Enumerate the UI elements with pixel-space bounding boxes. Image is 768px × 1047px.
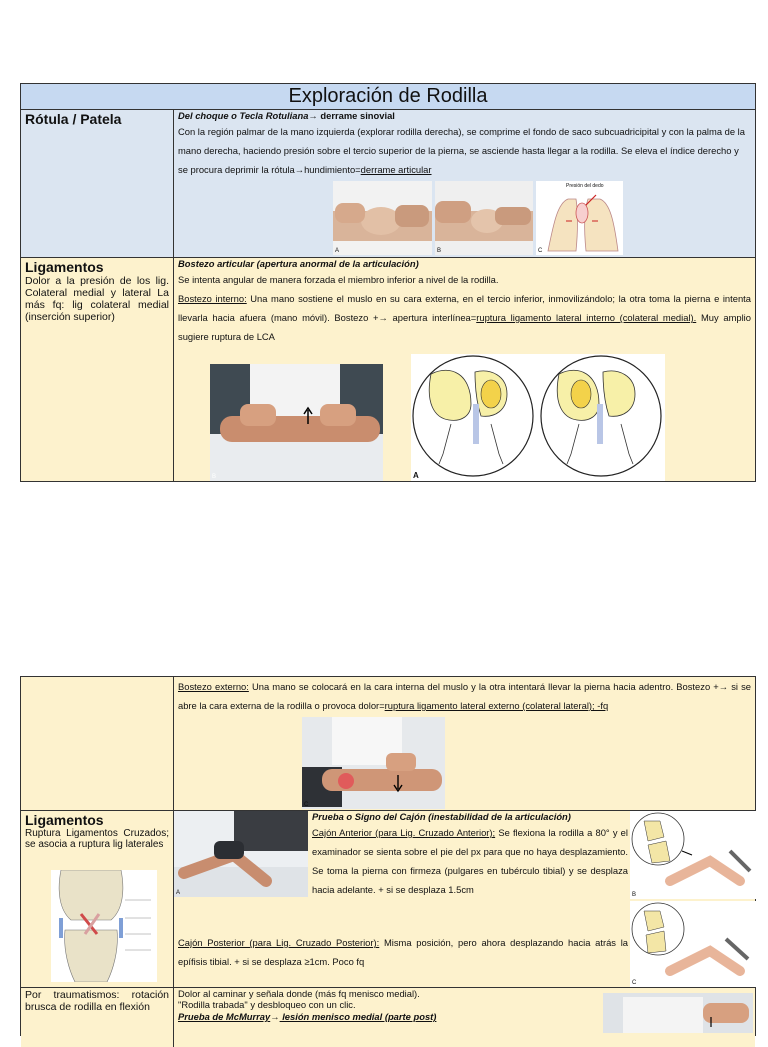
meniscos-label-cell (21, 987, 174, 1047)
patella-diagram-caption: Presión del dedo (566, 183, 604, 189)
cajon-text-block (312, 811, 628, 899)
ligamentos-note: Dolor a la presión de los lig. Colateral medial y lateral La más fq: lig colateral medial (inserción superior) (25, 275, 169, 323)
ligamentos-cruzados-label: Ligamentos (25, 812, 104, 828)
anterior-drawer-diagram-label: B (632, 892, 637, 898)
mcmurray-heading: Prueba de McMurray→ lesión menisco medial (parte post) (178, 1011, 437, 1022)
drawer-test-photo-label: A (176, 890, 181, 896)
meniscos-line2: "Rodilla trabada" y desbloqueo con un clic. (178, 999, 356, 1010)
knee-exam-table (20, 83, 756, 482)
bostezo-externo: Bostezo externo: Una mano se colocará en la cara interna del muslo y la otra intentará llevar la pierna hacia adentro. Bostezo +→ si se abre la cara externa de la rodilla o provoca dolor=ruptura ligamento lateral externo (colateral lateral); -fq (178, 681, 751, 711)
rotula-label: Rótula / Patela (25, 111, 122, 127)
bostezo-heading: Bostezo articular (apertura anormal de la articulación) (178, 258, 419, 269)
patella-photo-a (333, 181, 432, 255)
anterior-drawer-diagram (630, 811, 756, 899)
knee-joint-diagrams (411, 354, 665, 481)
ligamentos-label: Ligamentos (25, 259, 104, 275)
varus-stress-photo-label: C (304, 802, 309, 808)
cajon-posterior-block (178, 933, 628, 971)
posterior-drawer-diagram (630, 901, 756, 987)
knee-joint-diagrams-label: A (413, 471, 419, 480)
mcmurray-photo (603, 993, 753, 1033)
rotula-heading: Del choque o Tecla Rotuliana→ derrame sinovial (178, 110, 395, 121)
posterior-drawer-diagram-label: C (632, 980, 637, 986)
varus-stress-photo (302, 717, 445, 809)
knee-ligament-anatomy (51, 870, 157, 982)
patella-diagram-c (536, 181, 623, 255)
knee-exam-table-continued (20, 676, 756, 1036)
bostezo-intro: Se intenta angular de manera forzada el miembro inferior a nivel de la rodilla. (178, 274, 499, 285)
valgus-stress-photo (210, 364, 383, 481)
patella-photo-b-label: B (437, 248, 442, 254)
valgus-stress-photo-label: B (212, 474, 217, 480)
patella-photo-a-label: A (335, 248, 340, 254)
drawer-test-photo (174, 811, 308, 897)
rotula-body: Con la región palmar de la mano izquierda (explorar rodilla derecha), se comprime el fondo de saco subcuadricipital y con la palma de la mano derecha, haciendo presión sobre el tercio superior de la pierna, se asciende hasta llegar a la rodilla. Se eleva el índice derecho y se procura deprimir la rótula→hundimiento=derrame articular (178, 126, 745, 175)
cajon-heading: Prueba o Signo del Cajón (inestabilidad de la articulación) (312, 811, 571, 822)
meniscos-note: Por traumatismos: rotación brusca de rodilla en flexión (25, 989, 169, 1013)
ligamentos-label-cell (21, 257, 174, 481)
cajon-anterior: Cajón Anterior (para Lig. Cruzado Anterior); Se flexiona la rodilla a 80° y el examinador se sienta sobre el pie del px para que no haya desplazamiento. Se toma la pierna con firmeza (pulgares en tubérculo tibial) y se desplaza hacia adelante. + si se desplaza 1.5cm (312, 827, 628, 895)
bostezo-interno: Bostezo interno: Una mano sostiene el muslo en su cara externa, en el tercio inferior, inmovilizándolo; la otra toma la pierna e intenta llevarla hacia afuera (mano móvil). Bostezo +→ apertura interlínea=ruptura ligamento lateral interno (colateral medial). Muy amplio sugiere ruptura de LCA (178, 293, 751, 342)
externo-label-cell (21, 677, 174, 810)
externo-content-cell (174, 677, 755, 810)
cajon-posterior: Cajón Posterior (para Lig. Cruzado Posterior): Misma posición, pero ahora desplazando hacia atrás la epífisis tibial. + si se desplaza ≥1cm. Poco fq (178, 937, 628, 967)
rotula-label-cell (21, 110, 174, 257)
patella-diagram-c-label: C (538, 248, 543, 254)
meniscos-line1: Dolor al caminar y señala donde (más fq menisco medial). (178, 988, 420, 999)
patella-photo-b (435, 181, 533, 255)
ligamentos-cruzados-note: Ruptura Ligamentos Cruzados; se asocia a ruptura lig laterales (25, 828, 169, 850)
page-title: Exploración de Rodilla (21, 84, 755, 110)
